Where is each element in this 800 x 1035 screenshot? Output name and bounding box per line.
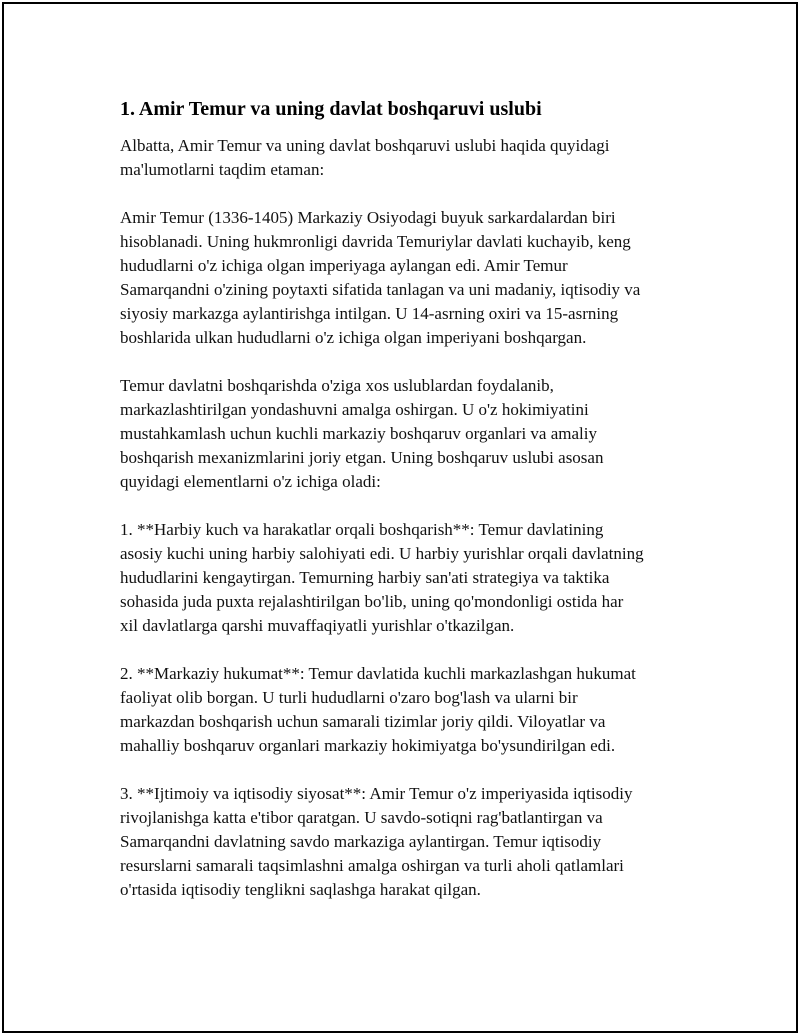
document-content (120, 96, 700, 926)
document-title: 1. Amir Temur va uning davlat boshqaruvi uslubi (120, 98, 542, 120)
military-paragraph: 1. **Harbiy kuch va harakatlar orqali boshqarish**: Temur davlatining asosiy kuchi uning harbiy salohiyati edi. U harbiy yurishlar orqali davlatning hududlarini kengaytirgan. Temurning harbiy san'ati strategiya va taktika sohasida juda puxta rejalashtirilgan bo'lib, uning qo'mondonligi ostida har xil davlatlarga qarshi muvaffaqiyatli yurishlar o'tkazilgan. (120, 520, 644, 635)
document-page (2, 2, 798, 1033)
economic-policy-paragraph: 3. **Ijtimoiy va iqtisodiy siyosat**: Amir Temur o'z imperiyasida iqtisodiy rivojlanishga katta e'tibor qaratgan. U savdo-sotiqni rag'batlantirgan va Samarqandni davlatning savdo markaziga aylantirgan. Temur iqtisodiy resurslarni samarali taqsimlashni amalga oshirgan va turli aholi qatlamlari o'rtasida iqtisodiy tenglikni saqlashga harakat qilgan. (120, 784, 633, 899)
central-government-paragraph: 2. **Markaziy hukumat**: Temur davlatida kuchli markazlashgan hukumat faoliyat olib borgan. U turli hududlarni o'zaro bog'lash va ularni bir markazdan boshqarish uchun samarali tizimlar joriy qildi. Viloyatlar va mahalliy boshqaruv organlari markaziy hokimiyatga bo'ysundirilgan edi. (120, 664, 636, 755)
governance-paragraph: Temur davlatni boshqarishda o'ziga xos uslublardan foydalanib, markazlashtirilgan yondashuvni amalga oshirgan. U o'z hokimiyatini mustahkamlash uchun kuchli markaziy boshqaruv organlari va amaliy boshqarish mexanizmlarini joriy etgan. Uning boshqaruv uslubi asosan quyidagi elementlarni o'z ichiga oladi: (120, 376, 604, 491)
intro-paragraph: Albatta, Amir Temur va uning davlat boshqaruvi uslubi haqida quyidagi ma'lumotlarni taqdim etaman: (120, 136, 610, 179)
biography-paragraph: Amir Temur (1336-1405) Markaziy Osiyodagi buyuk sarkardalardan biri hisoblanadi. Uning hukmronligi davrida Temuriylar davlati kuchayib, keng hududlarni o'z ichiga olgan imperiyaga aylangan edi. Amir Temur Samarqandni o'zining poytaxti sifatida tanlagan va uni madaniy, iqtisodiy va siyosiy markazga aylantirishga intilgan. U 14-asrning oxiri va 15-asrning boshlarida ulkan hududlarni o'z ichiga olgan imperiyani boshqargan. (120, 208, 641, 347)
